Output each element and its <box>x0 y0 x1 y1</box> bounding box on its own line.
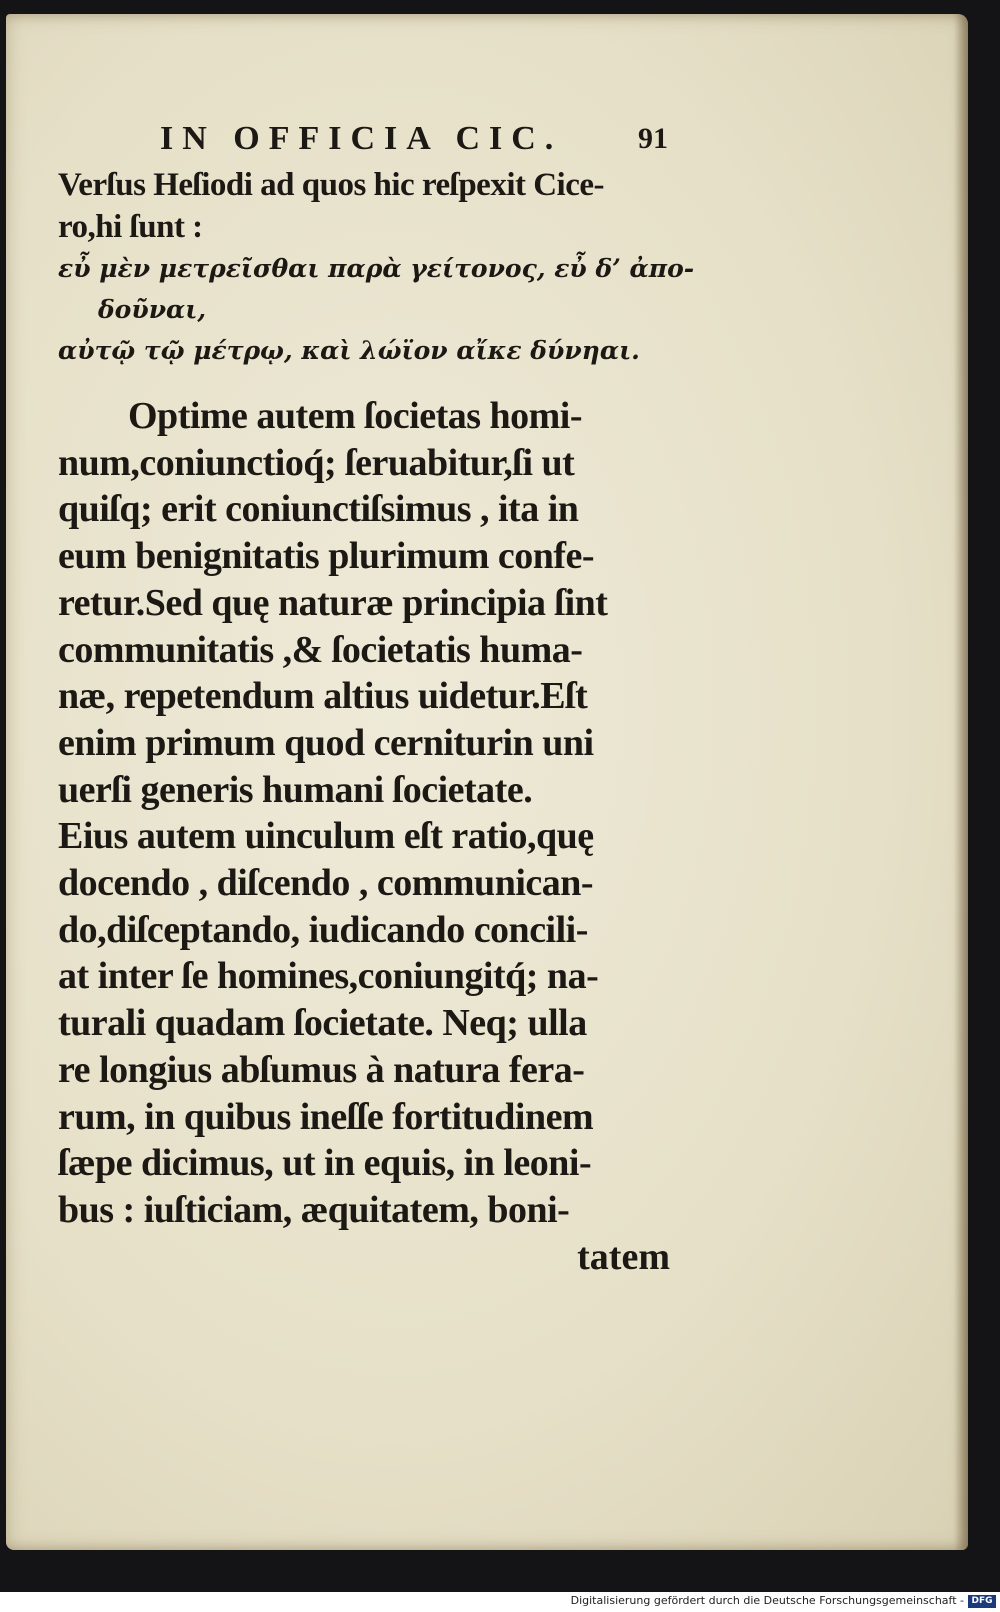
body-line: communitatis ,& ſocietatis huma- <box>58 628 583 671</box>
note-line: Verſus Heſiodi ad quos hic reſpexit Cice- <box>58 167 605 203</box>
page-number: 91 <box>638 122 668 155</box>
note-line: ro,hi ſunt : <box>58 209 203 245</box>
body-line: docendo , diſcendo , communican- <box>58 862 594 905</box>
running-head: IN OFFICIA CIC. <box>160 120 563 157</box>
body-line: re longius abſumus à natura fera- <box>58 1048 585 1091</box>
greek-verse-line: δοῦναι, <box>98 295 207 324</box>
body-line: uerſi generis humani ſocietate. <box>58 768 533 811</box>
body-line: retur.Sed quę naturæ principia ſint <box>58 581 608 624</box>
body-line: Optime autem ſocietas homi- <box>128 395 583 437</box>
dfg-logo: DFG <box>968 1595 996 1608</box>
body-line: do,diſceptando, iudicando concili- <box>58 908 588 951</box>
body-line: quiſq; erit coniunctiſsimus , ita in <box>58 488 579 531</box>
page-edge-shadow <box>954 14 968 1550</box>
body-line: enim primum quod cerniturin uni <box>58 721 594 764</box>
body-line: næ, repetendum altius uidetur.Eſt <box>58 675 588 718</box>
body-line: bus : iuſticiam, æquitatem, boni- <box>58 1188 570 1231</box>
body-line: at inter ſe homines,coniungitq́; na- <box>58 955 599 998</box>
body-line: ſæpe dicimus, ut in equis, in leoni- <box>58 1142 592 1185</box>
body-line: eum benignitatis plurimum confe- <box>58 535 595 578</box>
body-line: turali quadam ſocietate. Neq; ulla <box>58 1002 587 1045</box>
catchword: tatem <box>577 1235 670 1278</box>
footer-bar <box>0 1592 1000 1612</box>
page-header <box>58 104 698 164</box>
body-line: num,coniunctioq́; ſeruabitur,ſi ut <box>58 441 575 484</box>
body-line: Eius autem uinculum eſt ratio,quę <box>58 815 594 858</box>
book-page <box>6 14 968 1550</box>
text-block <box>58 104 698 1280</box>
marginal-note <box>58 164 698 371</box>
body-paragraph <box>58 393 698 1280</box>
greek-verse-line: εὖ μὲν μετρεῖσθαι παρὰ γείτονος, εὖ δ’ ἀπο- <box>58 254 695 283</box>
body-line: rum, in quibus ineſſe fortitudinem <box>58 1095 594 1138</box>
funding-credit: Digitalisierung gefördert durch die Deutsche Forschungsgemeinschaft - <box>570 1594 964 1607</box>
greek-verse-line: αὐτῷ τῷ μέτρῳ, καὶ λώϊον αἴκε δύνηαι. <box>58 336 640 365</box>
